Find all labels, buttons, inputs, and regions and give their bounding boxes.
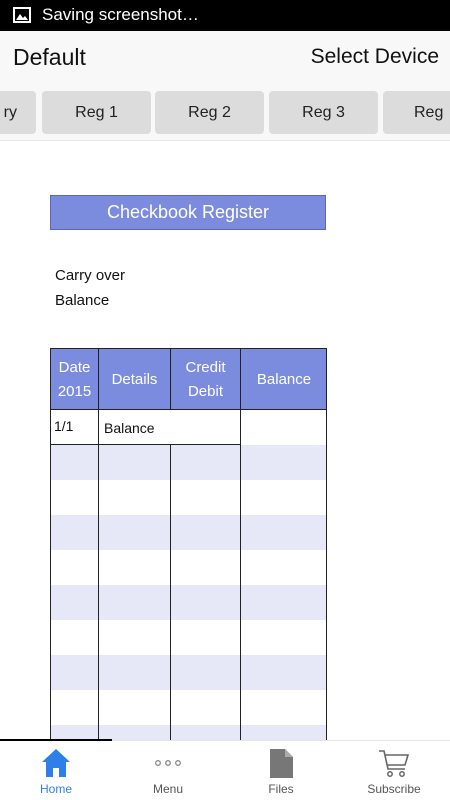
table-body: [50, 410, 327, 740]
tab-reg-4[interactable]: Reg: [383, 91, 450, 134]
nav-files-label: Files: [268, 782, 294, 796]
register-table: [50, 348, 327, 740]
carry-over-label: [55, 263, 125, 313]
table-row[interactable]: [51, 655, 326, 690]
cell-date: 1/1: [54, 418, 74, 434]
cart-icon: [378, 747, 410, 779]
app-header: [0, 31, 450, 85]
more-dots-icon: [152, 747, 184, 779]
column-divider: [240, 410, 241, 740]
table-row[interactable]: [51, 690, 326, 725]
image-icon: [13, 7, 31, 23]
table-row[interactable]: [51, 620, 326, 655]
table-header: [50, 348, 327, 410]
file-icon: [265, 747, 297, 779]
nav-home[interactable]: [0, 741, 112, 800]
cell-details: Balance: [104, 420, 155, 436]
select-device-button[interactable]: Select Device: [310, 45, 439, 68]
table-row[interactable]: [51, 480, 326, 515]
column-divider: [170, 445, 171, 740]
column-header-details: Details: [99, 349, 171, 410]
nav-subscribe-label: Subscribe: [367, 782, 421, 796]
column-header-date: Date 2015: [51, 349, 99, 410]
table-row[interactable]: [51, 445, 326, 480]
table-row[interactable]: [51, 515, 326, 550]
carry-over-line2: Balance: [55, 292, 110, 309]
page-title: Default: [13, 44, 86, 70]
column-header-credit-debit: Credit Debit: [171, 349, 241, 410]
tab-reg-3[interactable]: Reg 3: [269, 91, 378, 134]
nav-subscribe[interactable]: [338, 741, 450, 800]
tab-previous[interactable]: ry: [0, 91, 36, 134]
bottom-nav: [0, 740, 450, 800]
sheet-title: Checkbook Register: [50, 195, 326, 230]
register-tabs: [0, 85, 450, 141]
table-row[interactable]: [51, 585, 326, 620]
nav-menu-label: Menu: [152, 782, 184, 796]
table-row[interactable]: [51, 550, 326, 585]
column-divider: [98, 410, 99, 740]
nav-home-label: Home: [39, 782, 72, 796]
table-row[interactable]: [51, 410, 326, 445]
table-row[interactable]: [51, 725, 326, 740]
nav-menu[interactable]: [112, 741, 224, 800]
nav-files[interactable]: [225, 741, 337, 800]
status-text: Saving screenshot…: [42, 5, 199, 24]
tab-reg-1[interactable]: Reg 1: [42, 91, 151, 134]
tab-reg-2[interactable]: Reg 2: [155, 91, 264, 134]
column-header-balance: Balance: [256, 370, 312, 388]
home-icon: [40, 747, 72, 779]
status-bar: [0, 0, 450, 31]
carry-over-line1: Carry over: [55, 267, 126, 284]
